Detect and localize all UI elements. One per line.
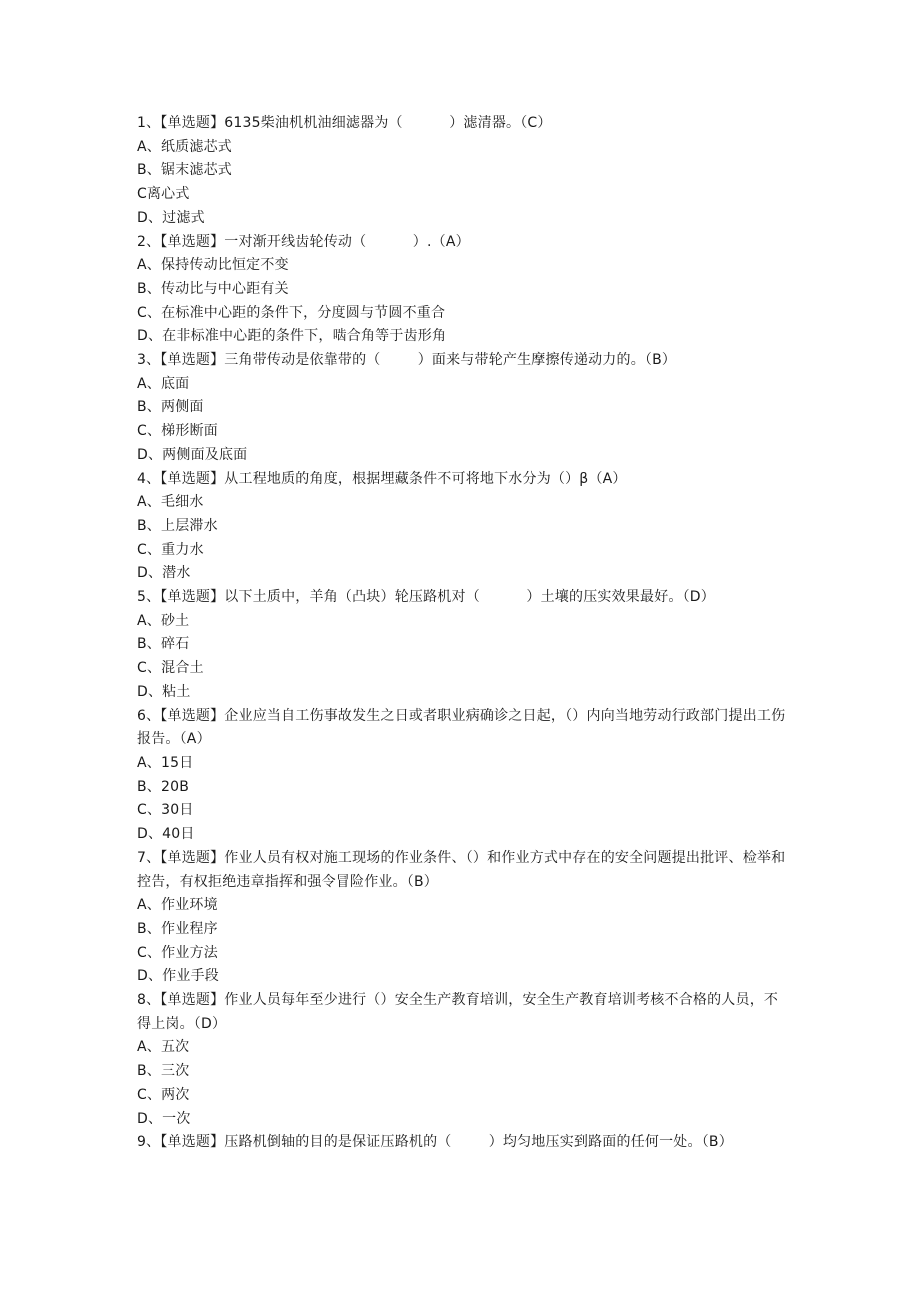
- question-block: [137, 231, 787, 350]
- answer-option: B、三次: [137, 1063, 190, 1080]
- answer-option: B、上层滞水: [137, 517, 218, 534]
- answer-option: A、15日: [137, 754, 194, 771]
- answer-option: C、重力水: [137, 541, 204, 558]
- answer-option: C、在标准中心距的条件下，分度圆与节圆不重合: [137, 304, 446, 321]
- question-block: [137, 349, 787, 468]
- answer-option: A、纸质滤芯式: [137, 138, 232, 155]
- question-title: 9、【单选题】压路机倒轴的目的是保证压路机的（ ）均匀地压实到路面的任何一处。（B）: [137, 1134, 733, 1151]
- answer-option: A、砂土: [137, 612, 190, 629]
- question-title: 1、【单选题】6135柴油机机油细滤器为（ ）滤清器。（C）: [137, 115, 552, 131]
- question-title: 3、【单选题】三角带传动是依靠带的（ ）面来与带轮产生摩擦传递动力的。（B）: [137, 352, 677, 369]
- answer-option: D、潜水: [137, 565, 191, 582]
- answer-option: B、两侧面: [137, 399, 204, 416]
- question-list: [137, 112, 787, 1155]
- answer-option: C离心式: [137, 186, 190, 203]
- question-title: 4、【单选题】从工程地质的角度，根据埋藏条件不可将地下水分为（）β（A）: [137, 470, 627, 487]
- answer-option: C、两次: [137, 1086, 190, 1103]
- answer-option: B、碎石: [137, 636, 190, 653]
- question-block: [137, 989, 787, 1131]
- question-title: 8、【单选题】作业人员每年至少进行（）安全生产教育培训，安全生产教育培训考核不合格的人员，不得上岗。（D）: [137, 992, 779, 1032]
- answer-option: C、梯形断面: [137, 423, 218, 440]
- question-block: [137, 468, 787, 587]
- question-block: [137, 705, 787, 847]
- answer-option: D、作业手段: [137, 968, 219, 985]
- answer-option: D、一次: [137, 1110, 191, 1127]
- question-title: 7、【单选题】作业人员有权对施工现场的作业条件、（）和作业方式中存在的安全问题提出批评、检举和控告，有权拒绝违章指挥和强令冒险作业。（B）: [137, 849, 786, 890]
- answer-option: D、40日: [137, 826, 195, 843]
- question-title: 2、【单选题】一对渐开线齿轮传动（ ）.（A）: [137, 233, 470, 250]
- answer-option: B、锯末滤芯式: [137, 162, 233, 179]
- answer-option: B、20B: [137, 778, 190, 795]
- question-block: [137, 112, 787, 231]
- answer-option: D、两侧面及底面: [137, 446, 248, 463]
- question-title: 6、【单选题】企业应当自工伤事故发生之日或者职业病确诊之日起，（）内向当地劳动行政部门提出工伤报告。（A）: [137, 707, 786, 748]
- answer-option: C、作业方法: [137, 944, 218, 961]
- question-title: 5、【单选题】以下土质中，羊角（凸块）轮压路机对（ ）土壤的压实效果最好。（D）: [137, 589, 715, 606]
- answer-option: A、作业环境: [137, 897, 218, 914]
- answer-option: B、作业程序: [137, 920, 218, 937]
- answer-option: A、五次: [137, 1039, 190, 1056]
- answer-option: D、在非标准中心距的条件下，啮合角等于齿形角: [137, 328, 447, 345]
- answer-option: A、毛细水: [137, 494, 204, 511]
- question-block: [137, 847, 787, 989]
- answer-option: B、传动比与中心距有关: [137, 280, 289, 297]
- answer-option: A、保持传动比恒定不变: [137, 257, 289, 274]
- question-block: [137, 586, 787, 705]
- answer-option: D、过滤式: [137, 209, 205, 226]
- answer-option: C、混合土: [137, 660, 204, 677]
- answer-option: C、30日: [137, 802, 194, 819]
- question-block: [137, 1131, 787, 1155]
- answer-option: A、底面: [137, 375, 190, 392]
- answer-option: D、粘土: [137, 683, 191, 700]
